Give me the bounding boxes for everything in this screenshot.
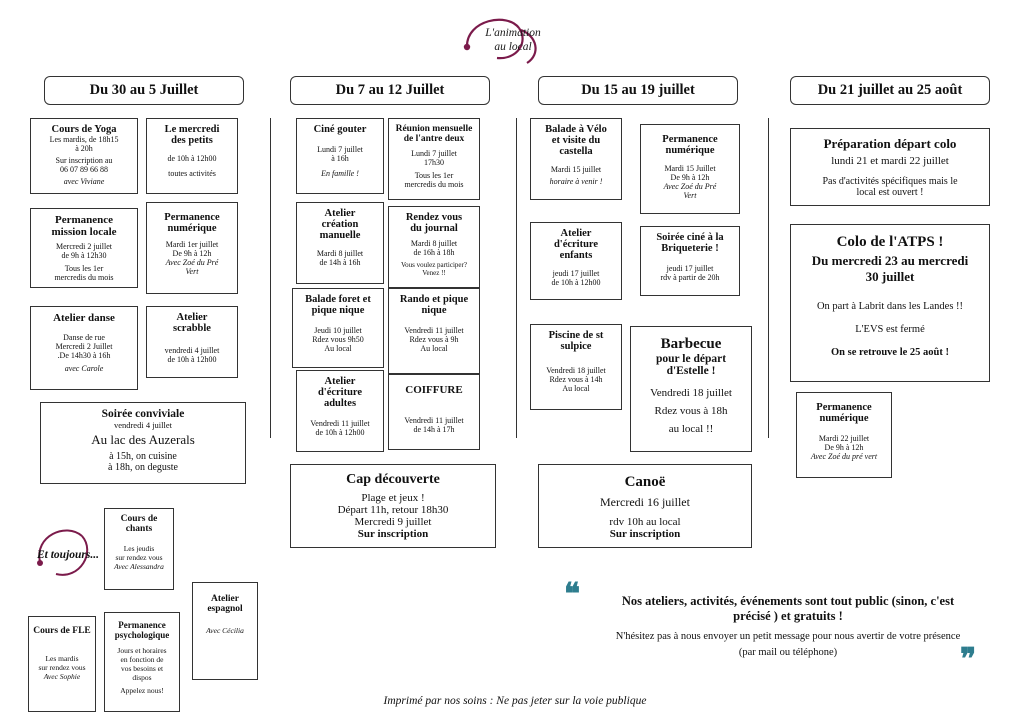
card-permanence-numerique-2: Permanence numérique Mardi 15 Juillet De 9h à 12h Avec Zoé du Pré Vert	[640, 124, 740, 214]
card-rendez-vous-journal: Rendez vous du journal Mardi 8 juillet de 16h à 18h Vous voulez participer? Venez !!	[388, 206, 480, 288]
card-rando-pique-nique: Rando et pique nique Vendredi 11 juillet Rdez vous à 9h Au local	[388, 288, 480, 374]
quote-close-icon: ❞	[960, 643, 977, 676]
week-header-1: Du 30 au 5 Juillet	[44, 76, 244, 105]
card-soiree-conviviale: Soirée conviviale vendredi 4 juillet Au lac des Auzerals à 15h, on cuisine à 18h, on deguste	[40, 402, 246, 484]
card-piscine: Piscine de st sulpice Vendredi 18 juillet Rdez vous à 14h Au local	[530, 324, 622, 410]
card-atelier-espagnol: Atelier espagnol Avec Cécilia	[192, 582, 258, 680]
notice-line-4: (par mail ou téléphone)	[738, 647, 838, 658]
card-reunion-antre-deux: Réunion mensuelle de l'antre deux Lundi 7 juillet 17h30 Tous les 1er mercredis du mois	[388, 118, 480, 200]
card-cap-decouverte: Cap découverte Plage et jeux ! Départ 11h, retour 18h30 Mercredi 9 juillet Sur inscription	[290, 464, 496, 548]
column-divider-2	[516, 118, 517, 438]
card-mercredi-petits: Le mercredi des petits de 10h à 12h00 toutes activités	[146, 118, 238, 194]
card-permanence-mission-locale: Permanence mission locale Mercredi 2 juillet de 9h à 12h30 Tous les 1er mercredis du mois	[30, 208, 138, 288]
card-balade-foret: Balade foret et pique nique Jeudi 10 juillet Rdez vous 9h50 Au local	[292, 288, 384, 368]
card-atelier-ecriture-enfants: Atelier d'écriture enfants jeudi 17 juillet de 10h à 12h00	[530, 222, 622, 300]
card-canoe: Canoë Mercredi 16 juillet rdv 10h au local Sur inscription	[538, 464, 752, 548]
card-preparation-colo: Préparation départ colo lundi 21 et mardi 22 juillet Pas d'activités spécifiques mais le local est ouvert !	[790, 128, 990, 206]
et-toujours-label: Et toujours...	[37, 549, 99, 561]
card-balade-velo: Balade à Vélo et visite du castella Mardi 15 juillet horaire à venir !	[530, 118, 622, 200]
card-colo-atps: Colo de l'ATPS ! Du mercredi 23 au mercredi 30 juillet On part à Labrit dans les Landes !! L'EVS est fermé On se retrouve le 25 août !	[790, 224, 990, 382]
card-permanence-numerique-1: Permanence numérique Mardi 1er juillet De 9h à 12h Avec Zoé du Pré Vert	[146, 202, 238, 294]
card-permanence-psychologique: Permanence psychologique Jours et horaires en fonction de vos besoins et dispos Appelez nous!	[104, 612, 180, 712]
week-header-2: Du 7 au 12 Juillet	[290, 76, 490, 105]
card-soiree-cine: Soirée ciné à la Briqueterie ! jeudi 17 juillet rdv à partir de 20h	[640, 226, 740, 296]
card-atelier-ecriture-adultes: Atelier d'écriture adultes Vendredi 11 juillet de 10h à 12h00	[296, 370, 384, 452]
notice-line-3: N'hésitez pas à nous envoyer un petit message pour nous avertir de votre présence	[615, 631, 961, 642]
card-permanence-numerique-3: Permanence numérique Mardi 22 juillet De 9h à 12h Avec Zoé du pré vert	[796, 392, 892, 478]
logo	[449, 6, 569, 68]
card-cine-gouter: Ciné gouter Lundi 7 juillet à 16h En famille !	[296, 118, 384, 194]
logo-line-1: L'animation	[485, 27, 541, 39]
footer-text: Imprimé par nos soins : Ne pas jeter sur la voie publique	[383, 695, 647, 707]
week-header-3: Du 15 au 19 juillet	[538, 76, 738, 105]
card-yoga: Cours de Yoga Les mardis, de 18h15 à 20h Sur inscription au 06 07 89 66 88 avec Viviane	[30, 118, 138, 194]
card-atelier-danse: Atelier danse Danse de rue Mercredi 2 Juillet .De 14h30 à 16h avec Carole	[30, 306, 138, 390]
card-atelier-scrabble: Atelier scrabble vendredi 4 juillet de 10h à 12h00	[146, 306, 238, 378]
card-cours-chants: Cours de chants Les jeudis sur rendez vous Avec Alessandra	[104, 508, 174, 590]
week-header-4: Du 21 juillet au 25 août	[790, 76, 990, 105]
card-atelier-creation-manuelle: Atelier création manuelle Mardi 8 juillet de 14h à 16h	[296, 202, 384, 284]
quote-open-icon: ❝	[564, 578, 581, 611]
notice-line-1: Nos ateliers, activités, événements sont tout public (sinon, c'est	[621, 594, 955, 608]
logo-line-2: au local	[494, 41, 532, 54]
notice-line-2: précisé ) et gratuits !	[733, 609, 843, 623]
notice-block	[592, 594, 984, 658]
card-cours-fle: Cours de FLE Les mardis sur rendez vous Avec Sophie	[28, 616, 96, 712]
card-coiffure: COIFFURE Vendredi 11 juillet de 14h à 17h	[388, 374, 480, 450]
card-barbecue: Barbecue pour le départ d'Estelle ! Vendredi 18 juillet Rdez vous à 18h au local !!	[630, 326, 752, 452]
column-divider-1	[270, 118, 271, 438]
column-divider-3	[768, 118, 769, 438]
